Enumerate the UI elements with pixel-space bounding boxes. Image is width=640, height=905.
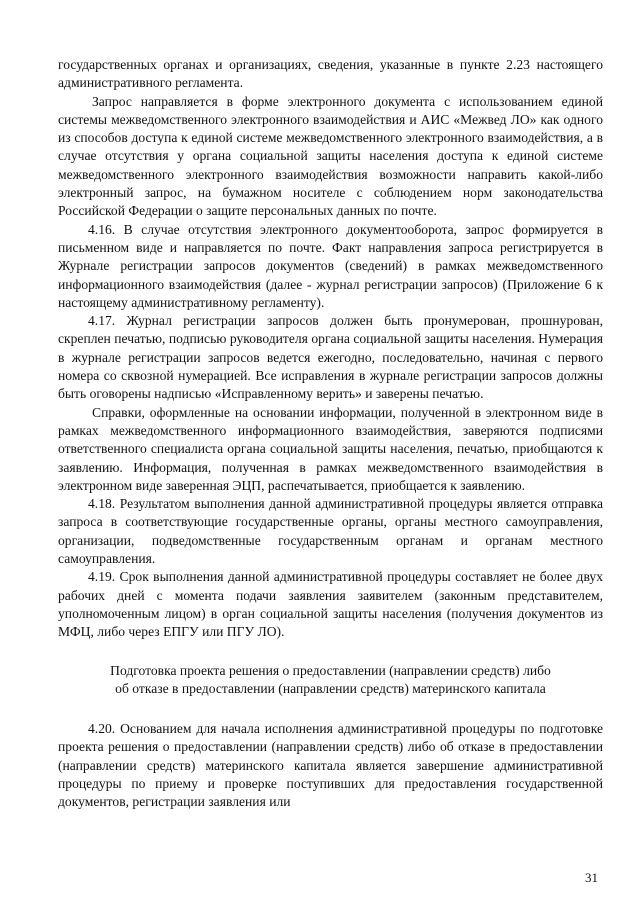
spacer: [58, 698, 603, 720]
paragraph-request-form: Запрос направляется в форме электронного документа с использованием единой системы межведомственного электронного взаимодействия и АИС «Межвед ЛО» как одного из способов доступа к единой системе межведомственного электронного взаимодействия, а в случае отсутствия у органа социальной защиты населения доступа к единой системе межведомственного электронного взаимодействия возможности направить какой-либо электронный запрос, на бумажном носителе с соблюдением норм законодательства Российской Федерации о защите персональных данных по почте.: [58, 93, 603, 219]
document-page: [58, 56, 603, 812]
section-heading-line-1: Подготовка проекта решения о предоставлении (направлении средств) либо: [110, 662, 551, 678]
paragraph-certificates: Справки, оформленные на основании информации, полученной в электронном виде в рамках межведомственного информационного взаимодействия, заверяются подписями ответственного специалиста органа социальной защиты населения, печатью, приобщаются к заявлению. Информация, полученная в рамках межведомственного взаимодействия в электронном виде заверенная ЭЦП, распечатывается, приобщается к заявлению.: [58, 404, 603, 493]
section-heading: [58, 662, 603, 699]
paragraph-4-19: 4.19. Срок выполнения данной административной процедуры составляет не более двух рабочих дней с момента подачи заявления заявителем (законным представителем, уполномоченным лицом) в орган социальной защиты населения (получения документов из МФЦ, либо через ЕПГУ или ПГУ ЛО).: [58, 569, 603, 640]
paragraph-4-16: 4.16. В случае отсутствия электронного документооборота, запрос формируется в письменном виде и направляется по почте. Факт направления запроса регистрируется в Журнале регистрации запросов документов (сведений) в рамках межведомственного информационного взаимодействия (далее - журнал регистрации запросов) (Приложение 6 к настоящему административному регламенту).: [58, 221, 603, 310]
paragraph-continuation: государственных органах и организациях, сведения, указанные в пункте 2.23 настоящего административного регламента.: [58, 57, 603, 91]
page-number: 31: [585, 870, 598, 885]
section-heading-line-2: об отказе в предоставлении (направлении средств) материнского капитала: [115, 680, 546, 696]
paragraph-4-17: 4.17. Журнал регистрации запросов должен быть пронумерован, прошнурован, скреплен печатью, подписью руководителя органа социальной защиты населения. Нумерация в журнале регистрации запросов ведется ежегодно, последовательно, начиная с первого номера со сквозной нумерацией. Все исправления в журнале регистрации запросов должны быть оговорены надписью «Исправленному верить» и заверены печатью.: [58, 313, 603, 402]
paragraph-4-18: 4.18. Результатом выполнения данной административной процедуры является отправка запроса в соответствующие государственные органы, органы местного самоуправления, организации, подведомственные государственным органам и органам местного самоуправления.: [58, 496, 603, 567]
paragraph-4-20: 4.20. Основанием для начала исполнения административной процедуры по подготовке проекта решения о предоставлении (направлении средств) либо об отказе в предоставлении (направлении средств) материнского капитала является завершение административной процедуры по приему и проверке поступивших для предоставления государственной документов, регистрации заявления или: [58, 721, 603, 810]
